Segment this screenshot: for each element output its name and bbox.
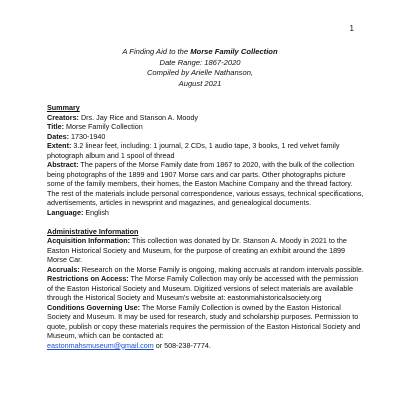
language-field [47,208,365,218]
dates-label: Dates: [47,131,69,141]
page-number: 1 [349,24,354,33]
title-line [0,47,400,58]
compiled-by: Compiled by Arielle Nathanson, [146,68,254,78]
extent-value: 3.2 linear feet, including: 1 journal, 2 CDs, 1 audio tape, 3 books, 1 red velvet family photograph album and 1 spool of thread [47,141,340,160]
extent-field [47,141,365,160]
acquisition-value: This collection was donated by Dr. Stanson A. Moody in 2021 to the Easton Historical Society and Museum, for the purpose of creating an exhibit around the 1899 Morse Car. [47,236,347,264]
compiled-date: August 2021 [178,78,222,88]
abstract-field [47,160,365,208]
creators-label: Creators: [47,112,79,122]
extent-label: Extent: [47,141,72,150]
section-spacer [47,217,365,227]
dates-field [47,132,365,142]
restrictions-label: Restrictions on Access: [47,274,129,283]
admin-heading: Administrative Information [47,226,139,236]
document-body [47,103,365,350]
title-label: Title: [47,122,65,131]
accruals-value: Research on the Morse Family is ongoing, making accruals at random intervals possible. [79,264,364,274]
collection-name: Morse Family Collection [190,47,278,56]
phone-text: or 508-238-7774. [153,340,211,350]
title-prefix: A Finding Aid to the [122,47,191,56]
conditions-label: Conditions Governing Use: [47,302,141,312]
title-value: Morse Family Collection [64,122,143,131]
acquisition-label: Acquisition Information: [47,236,131,245]
title-field [47,122,365,132]
conditions-value: The Morse Family Collection is owned by the Easton Historical Society and Museum. It may be used for research, study and scholarship purposes. Permission to quote, publish or copy these materials requires the permission of the Easton Historical Society and Museum, which can be contacted at: [47,302,361,340]
restrictions-value: The Morse Family Collection may only be accessed with the permission of the Easton Historical Society and Museum. Digitized versions of select materials are available through the Historical Society and Museum's website at: eastonmahistoricalsociety.org [47,274,359,302]
abstract-value: The papers of the Morse Family date from 1867 to 2020, with the bulk of the collection being photographs of the 1899 and 1907 Morse cars and car parts. Other photographs picture some of the family members, their homes, the Easton Machine Company and the thread factory. The rest of the materials include personal correspondence, various essays, technical specifications, advertisements, articles in newsprint and magazines, and genealogical documents. [47,160,364,207]
accruals-field [47,265,365,275]
restrictions-field [47,274,365,303]
dates-value: 1730-1940 [68,131,106,141]
abstract-label: Abstract: [47,160,79,169]
accruals-label: Accruals: [47,264,80,274]
language-label: Language: [47,207,84,217]
acquisition-field [47,236,365,265]
summary-heading: Summary [47,103,80,112]
title-block [0,47,400,89]
email-link[interactable]: eastonmahsmuseum@gmail.com [47,340,154,350]
conditions-field [47,303,365,341]
contact-line [47,341,365,351]
date-range: Date Range: 1867-2020 [159,57,241,67]
language-value: English [83,207,109,217]
creators-field [47,113,365,123]
creators-value: Drs. Jay Rice and Stanson A. Moody [78,112,199,122]
